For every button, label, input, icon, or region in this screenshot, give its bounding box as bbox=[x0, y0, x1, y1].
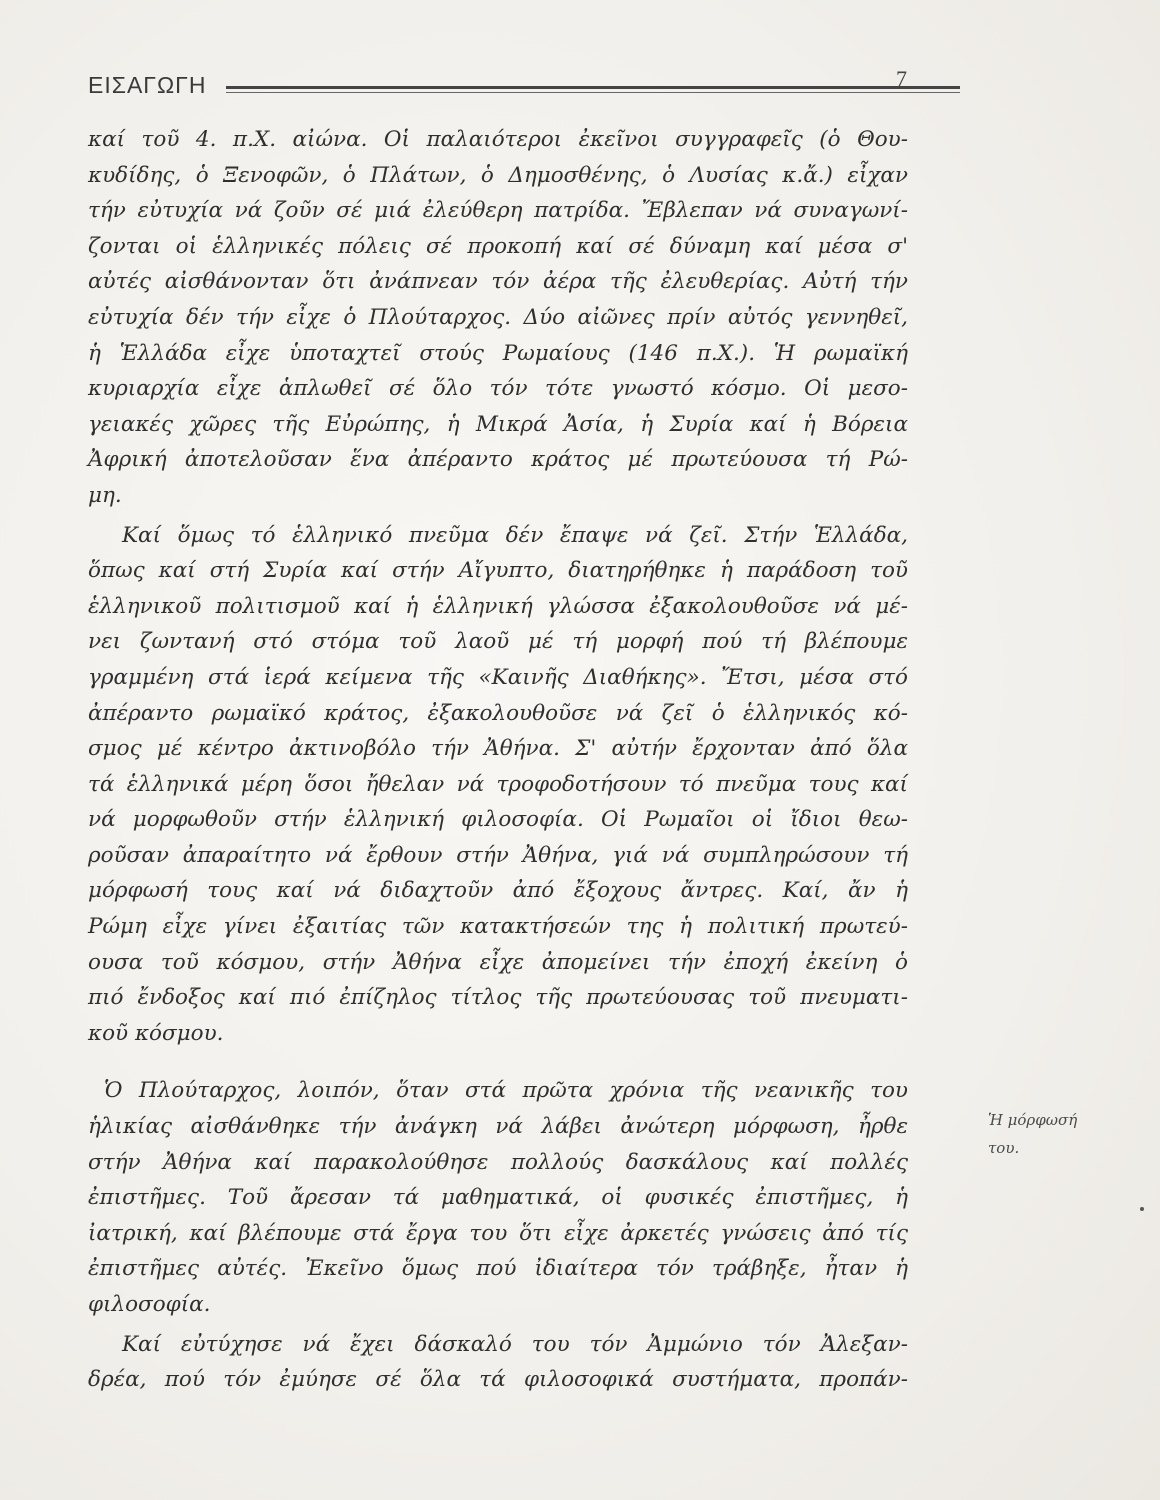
text-line: ζονται οἱ ἑλληνικές πόλεις σέ προκοπή καί σέ δύναμη καί μέσα σ' bbox=[88, 233, 908, 259]
text-line: Καί ὅμως τό ἑλληνικό πνεῦμα δέν ἔπαψε νά ζεῖ. Στήν Ἑλλάδα, bbox=[122, 522, 908, 548]
text-line: στήν Ἀθήνα καί παρακολούθησε πολλούς δασκάλους καί πολλές bbox=[88, 1149, 908, 1175]
text-line: ἰατρική, καί βλέπουμε στά ἔργα του ὅτι εἶχε ἀρκετές γνώσεις ἀπό τίς bbox=[88, 1220, 908, 1246]
text-line: Ἀφρική ἀποτελοῦσαν ἕνα ἀπέραντο κράτος μέ πρωτεύουσα τή Ρώ- bbox=[88, 447, 908, 473]
text-line: ἡλικίας αἰσθάνθηκε τήν ἀνάγκη νά λάβει ἀνώτερη μόρφωση, ἦρθε bbox=[88, 1114, 908, 1140]
text-line: κυριαρχία εἶχε ἁπλωθεῖ σέ ὅλο τόν τότε γνωστό κόσμο. Οἱ μεσο- bbox=[88, 376, 908, 402]
text-line: κοῦ κόσμου. bbox=[88, 1020, 224, 1046]
paragraph-2 bbox=[88, 518, 908, 1052]
text-line: πιό ἔνδοξος καί πιό ἐπίζηλος τίτλος τῆς πρωτεύουσας τοῦ πνευματι- bbox=[88, 985, 908, 1011]
text-line: μη. bbox=[88, 482, 122, 508]
text-line: ουσα τοῦ κόσμου, στήν Ἀθήνα εἶχε ἀπομείνει τήν ἐποχή ἐκείνη ὁ bbox=[88, 949, 908, 975]
text-line: ροῦσαν ἀπαραίτητο νά ἔρθουν στήν Ἀθήνα, γιά νά συμπληρώσουν τή bbox=[88, 842, 908, 868]
text-line: ἑλληνικοῦ πολιτισμοῦ καί ἡ ἑλληνική γλώσσα ἐξακολουθοῦσε νά μέ- bbox=[88, 593, 908, 619]
header-rule-thin bbox=[226, 92, 960, 93]
running-header bbox=[88, 64, 928, 104]
page-number: 7 bbox=[896, 66, 907, 91]
text-line: νά μορφωθοῦν στήν ἑλληνική φιλοσοφία. Οἱ Ρωμαῖοι οἱ ἴδιοι θεω- bbox=[88, 807, 908, 833]
text-line: Ρώμη εἶχε γίνει ἐξαιτίας τῶν κατακτήσεών της ἡ πολιτική πρωτεύ- bbox=[88, 914, 908, 940]
body-text bbox=[88, 122, 908, 1398]
paragraph-4 bbox=[88, 1327, 908, 1398]
paragraph-3 bbox=[88, 1073, 908, 1322]
text-line: ἐπιστῆμες. Τοῦ ἄρεσαν τά μαθηματικά, οἱ φυσικές ἐπιστῆμες, ἡ bbox=[88, 1185, 908, 1211]
header-rule bbox=[226, 86, 960, 89]
text-line: σμος μέ κέντρο ἀκτινοβόλο τήν Ἀθήνα. Σ' αὐτήν ἔρχονταν ἀπό ὅλα bbox=[88, 736, 908, 762]
text-line: δρέα, πού τόν ἐμύησε σέ ὅλα τά φιλοσοφικά συστήματα, προπάν- bbox=[88, 1367, 908, 1393]
text-line: ὅπως καί στή Συρία καί στήν Αἴγυπτο, διατηρήθηκε ἡ παράδοση τοῦ bbox=[88, 558, 908, 584]
text-line: φιλοσοφία. bbox=[88, 1292, 211, 1317]
text-line: τήν εὐτυχία νά ζοῦν σέ μιά ἐλεύθερη πατρίδα. Ἔβλεπαν νά συναγωνί- bbox=[88, 198, 908, 224]
text-line: κυδίδης, ὁ Ξενοφῶν, ὁ Πλάτων, ὁ Δημοσθένης, ὁ Λυσίας κ.ἄ.) εἶχαν bbox=[88, 162, 908, 188]
text-line: γραμμένη στά ἱερά κείμενα τῆς «Καινῆς Διαθήκης». Ἔτσι, μέσα στό bbox=[88, 664, 908, 690]
margin-note-line: του. bbox=[988, 1139, 1020, 1157]
text-line: μόρφωσή τους καί νά διδαχτοῦν ἀπό ἔξοχους ἄντρες. Καί, ἄν ἡ bbox=[88, 878, 908, 904]
margin-note-line: Ἡ μόρφωσή bbox=[988, 1111, 1078, 1129]
text-line: νει ζωντανή στό στόμα τοῦ λαοῦ μέ τή μορφή πού τή βλέπουμε bbox=[88, 629, 908, 655]
text-line: ἡ Ἑλλάδα εἶχε ὑποταχτεῖ στούς Ρωμαίους (146 π.Χ.). Ἡ ρωμαϊκή bbox=[88, 340, 908, 366]
text-line: εὐτυχία δέν τήν εἶχε ὁ Πλούταρχος. Δύο αἰῶνες πρίν αὐτός γεννηθεῖ, bbox=[88, 304, 908, 330]
paragraph-1 bbox=[88, 122, 908, 514]
text-line: καί τοῦ 4. π.Χ. αἰώνα. Οἱ παλαιότεροι ἐκεῖνοι συγγραφεῖς (ὁ Θου- bbox=[88, 127, 908, 152]
text-line: Καί εὐτύχησε νά ἔχει δάσκαλό του τόν Ἀμμώνιο τόν Ἀλεξαν- bbox=[122, 1331, 908, 1357]
text-line: γειακές χῶρες τῆς Εὐρώπης, ἡ Μικρά Ἀσία, ἡ Συρία καί ἡ Βόρεια bbox=[88, 411, 908, 437]
text-line: ἀπέραντο ρωμαϊκό κράτος, ἐξακολουθοῦσε νά ζεῖ ὁ ἑλληνικός κό- bbox=[88, 700, 908, 726]
text-line: Ὁ Πλούταρχος, λοιπόν, ὅταν στά πρῶτα χρόνια τῆς νεανικῆς του bbox=[104, 1078, 908, 1104]
text-line: ἐπιστῆμες αὐτές. Ἐκεῖνο ὅμως πού ἰδιαίτερα τόν τράβηξε, ἦταν ἡ bbox=[88, 1256, 908, 1282]
paper-speck bbox=[1140, 1207, 1144, 1211]
text-line: αὐτές αἰσθάνονταν ὅτι ἀνάπνεαν τόν ἀέρα τῆς ἐλευθερίας. Αὐτή τήν bbox=[88, 269, 908, 295]
margin-note bbox=[988, 1106, 1077, 1162]
text-line: τά ἑλληνικά μέρη ὅσοι ἤθελαν νά τροφοδοτήσουν τό πνεῦμα τους καί bbox=[88, 771, 908, 797]
section-title: ΕΙΣΑΓΩΓΗ bbox=[88, 72, 207, 98]
